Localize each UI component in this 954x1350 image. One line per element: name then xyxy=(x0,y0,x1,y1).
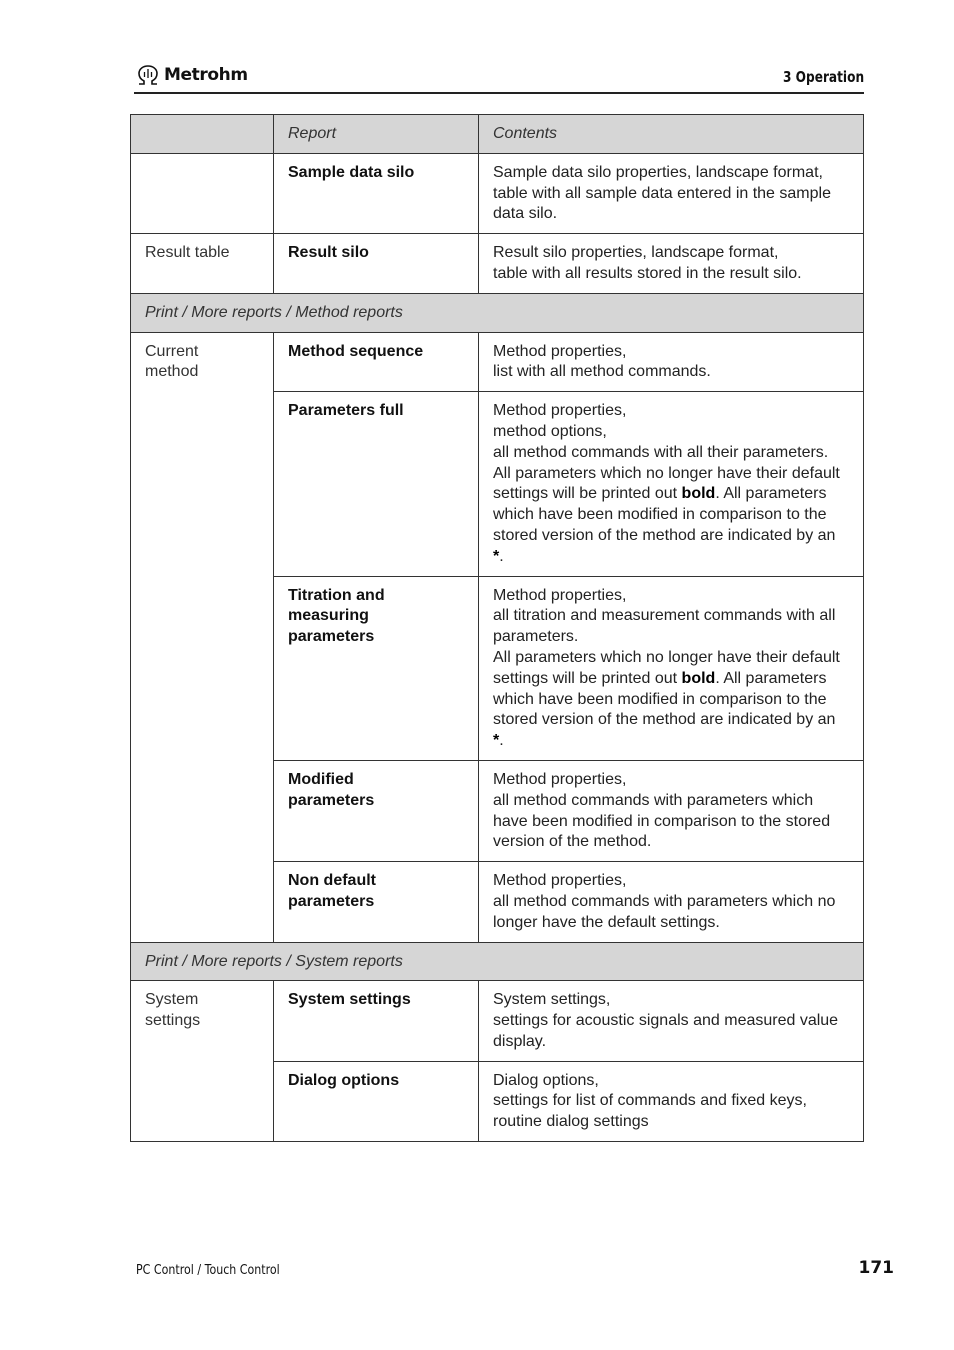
report-name: Sample data silo xyxy=(274,153,479,233)
report-contents: System settings, settings for acoustic signals and measured value display. xyxy=(479,981,864,1061)
footer-product-name: PC Control / Touch Control xyxy=(136,1263,280,1278)
report-name: Parameters full xyxy=(274,392,479,576)
reports-table xyxy=(130,114,864,1142)
report-name: Method sequence xyxy=(274,332,479,392)
report-name: Titration and measuring parameters xyxy=(274,576,479,760)
table-row xyxy=(131,234,864,294)
report-contents: Sample data silo properties, landscape format, table with all sample data entered in the sample data silo. xyxy=(479,153,864,233)
report-name: Non default parameters xyxy=(274,862,479,942)
report-name: Modified parameters xyxy=(274,760,479,861)
label-cell-current-method: Current method xyxy=(131,332,274,942)
report-contents: Method properties, list with all method commands. xyxy=(479,332,864,392)
report-contents: Method properties, all titration and measurement commands with all parameters. All parameters which no longer have their default settings will be printed out bold. All parameters which have been modified in comparison to the stored version of the method are indicated by an *. xyxy=(479,576,864,760)
table-row xyxy=(131,981,864,1061)
group-title: Print / More reports / Method reports xyxy=(131,293,864,332)
report-name: Result silo xyxy=(274,234,479,294)
label-cell: Result table xyxy=(131,234,274,294)
group-header-method-reports xyxy=(131,293,864,332)
column-header-contents: Contents xyxy=(479,115,864,154)
omega-logo-icon xyxy=(136,64,160,86)
section-title: 3 Operation xyxy=(782,68,864,86)
group-header-system-reports xyxy=(131,942,864,981)
header-empty-cell xyxy=(131,115,274,154)
label-cell-system-settings: System settings xyxy=(131,981,274,1142)
table-header-row xyxy=(131,115,864,154)
page-number: 171 xyxy=(858,1258,894,1278)
group-title: Print / More reports / System reports xyxy=(131,942,864,981)
report-name: System settings xyxy=(274,981,479,1061)
report-contents: Result silo properties, landscape format, table with all results stored in the result silo. xyxy=(479,234,864,294)
report-contents: Method properties, all method commands with parameters which no longer have the default settings. xyxy=(479,862,864,942)
page-header xyxy=(134,62,864,94)
report-name: Dialog options xyxy=(274,1061,479,1141)
report-contents: Method properties, all method commands with parameters which have been modified in comparison to the stored version of the method. xyxy=(479,760,864,861)
report-contents: Method properties, method options, all method commands with all their parameters. All parameters which no longer have their default settings will be printed out bold. All parameters which have been modified in comparison to the stored version of the method are indicated by an *. xyxy=(479,392,864,576)
report-contents: Dialog options, settings for list of commands and fixed keys, routine dialog settings xyxy=(479,1061,864,1141)
table-row xyxy=(131,332,864,392)
brand-logo xyxy=(136,64,248,86)
brand-name: Metrohm xyxy=(164,65,248,85)
column-header-report: Report xyxy=(274,115,479,154)
label-cell xyxy=(131,153,274,233)
table-row xyxy=(131,153,864,233)
